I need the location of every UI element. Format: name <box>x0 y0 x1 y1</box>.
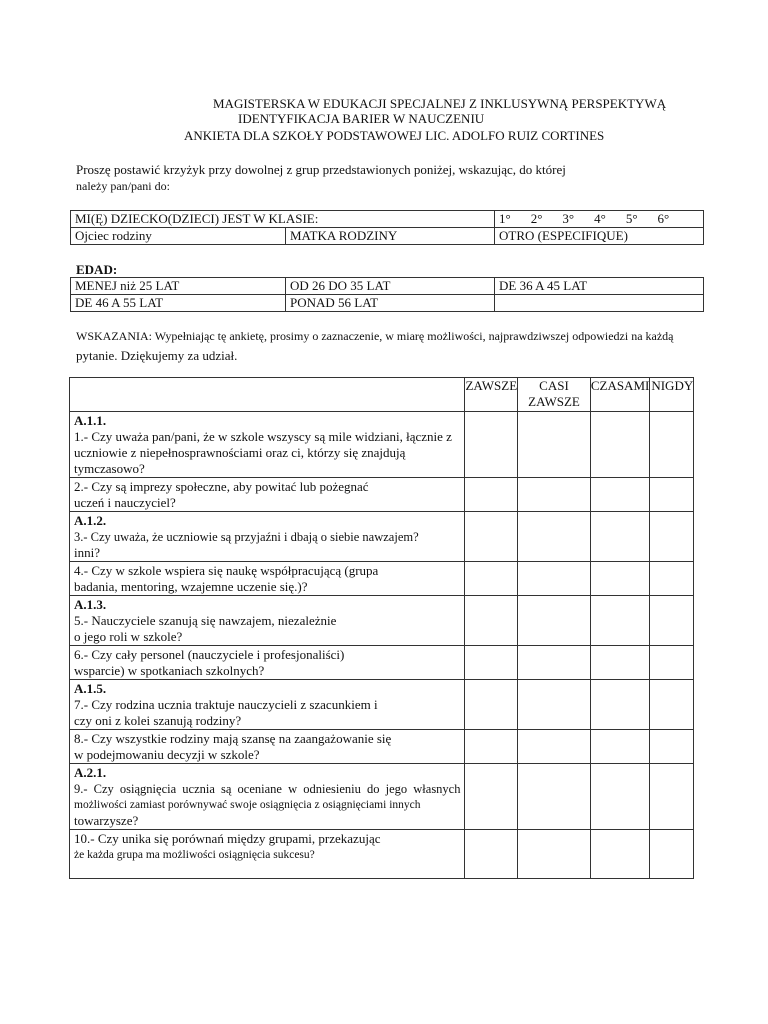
answer-cell[interactable] <box>465 562 518 596</box>
questionnaire-table <box>69 377 694 879</box>
grade-4[interactable]: 4° <box>594 211 606 226</box>
answer-cell[interactable] <box>465 764 518 830</box>
question-line: że każda grupa ma możliwości osiągnięcia sukcesu? <box>74 849 315 861</box>
question-text <box>70 412 465 478</box>
answer-cell[interactable] <box>650 730 694 764</box>
option-father[interactable]: Ojciec rodziny <box>71 228 286 245</box>
question-row <box>70 512 694 562</box>
question-text <box>70 512 465 562</box>
answer-cell[interactable] <box>650 830 694 879</box>
header-line-2: IDENTYFIKACJA BARIER W NAUCZENIU <box>238 111 485 126</box>
section-label: A.1.5. <box>74 681 107 696</box>
question-line: badania, mentoring, wzajemne uczenie się.)? <box>74 579 308 594</box>
answer-cell[interactable] <box>590 730 650 764</box>
answer-cell[interactable] <box>650 412 694 478</box>
grade-options[interactable] <box>495 211 704 228</box>
age-option[interactable]: OD 26 DO 35 LAT <box>286 278 495 295</box>
question-line: 6.- Czy cały personel (nauczyciele i profesjonaliści) <box>74 647 345 662</box>
question-line: czy oni z kolei szanują rodziny? <box>74 713 242 728</box>
answer-cell[interactable] <box>518 596 591 646</box>
answer-cell[interactable] <box>518 412 591 478</box>
age-option[interactable]: DE 36 A 45 LAT <box>495 278 704 295</box>
answer-cell[interactable] <box>590 830 650 879</box>
question-line: 1.- Czy uważa pan/pani, że w szkole wszyscy są mile widziani, łącznie z <box>74 429 452 444</box>
question-line: 9.- Czy osiągnięcia ucznia są oceniane w odniesieniu do jego własnych <box>74 782 461 796</box>
section-label: A.1.1. <box>74 413 107 428</box>
col-casi-zawsze: CASI ZAWSZE <box>518 378 591 412</box>
instructions-line-2: pytanie. Dziękujemy za udział. <box>76 348 238 363</box>
question-line: uczeń i nauczyciel? <box>74 495 176 510</box>
instructions <box>76 327 674 365</box>
answer-cell[interactable] <box>650 478 694 512</box>
answer-cell[interactable] <box>650 646 694 680</box>
age-option-empty[interactable] <box>495 295 704 312</box>
header-line-1: MAGISTERSKA W EDUKACJI SPECJALNEJ Z INKLUSYWNĄ PERSPEKTYWĄ <box>213 96 667 111</box>
answer-cell[interactable] <box>518 562 591 596</box>
question-row <box>70 412 694 478</box>
answer-cell[interactable] <box>650 764 694 830</box>
answer-cell[interactable] <box>590 764 650 830</box>
section-label: A.2.1. <box>74 765 107 780</box>
question-line: uczniowie z niepełnosprawnościami oraz ci, którzy się znajdują <box>74 445 406 460</box>
question-text <box>70 478 465 512</box>
answer-cell[interactable] <box>650 512 694 562</box>
answer-cell[interactable] <box>590 646 650 680</box>
age-option[interactable]: DE 46 A 55 LAT <box>71 295 286 312</box>
answer-cell[interactable] <box>590 412 650 478</box>
grade-6[interactable]: 6° <box>657 211 670 226</box>
answer-cell[interactable] <box>518 764 591 830</box>
question-text <box>70 596 465 646</box>
question-line: 7.- Czy rodzina ucznia traktuje nauczycieli z szacunkiem i <box>74 697 378 712</box>
question-line: 2.- Czy są imprezy społeczne, aby powitać lub pożegnać <box>74 479 369 494</box>
question-text <box>70 680 465 730</box>
answer-cell[interactable] <box>465 596 518 646</box>
question-line: o jego roli w szkole? <box>74 629 183 644</box>
answer-cell[interactable] <box>518 680 591 730</box>
question-line: tymczasowo? <box>74 461 145 476</box>
question-line: inni? <box>74 545 100 560</box>
question-row <box>70 596 694 646</box>
question-line: 8.- Czy wszystkie rodziny mają szansę na zaangażowanie się <box>74 731 392 746</box>
answer-cell[interactable] <box>590 478 650 512</box>
grade-3[interactable]: 3° <box>562 211 575 226</box>
answer-cell[interactable] <box>590 596 650 646</box>
question-text <box>70 764 465 830</box>
answer-cell[interactable] <box>518 478 591 512</box>
instructions-line-1: WSKAZANIA: Wypełniając tę ankietę, prosimy o zaznaczenie, w miarę możliwości, najprawdziwszej odpowiedzi na każdą <box>76 329 674 343</box>
answer-cell[interactable] <box>590 562 650 596</box>
col-czasami: CZASAMI <box>590 378 650 412</box>
grade-2[interactable]: 2° <box>530 211 543 226</box>
question-line: 10.- Czy unika się porównań między grupami, przekazując <box>74 831 381 846</box>
question-row <box>70 646 694 680</box>
header-line-3: ANKIETA DLA SZKOŁY PODSTAWOWEJ LIC. ADOLFO RUIZ CORTINES <box>184 128 605 143</box>
question-line: 4.- Czy w szkole wspiera się naukę współpracującą (grupa <box>74 563 379 578</box>
answer-cell[interactable] <box>590 680 650 730</box>
grade-1[interactable]: 1° <box>499 211 511 226</box>
intro-line-2: należy pan/pani do: <box>76 179 170 193</box>
group-table <box>70 210 704 245</box>
question-text <box>70 646 465 680</box>
question-row <box>70 562 694 596</box>
col-nigdy: NIGDY <box>650 378 694 412</box>
question-row <box>70 478 694 512</box>
question-line: 3.- Czy uważa, że uczniowie są przyjaźni i dbają o siebie nawzajem? <box>74 530 419 544</box>
answer-cell[interactable] <box>518 730 591 764</box>
class-label: MI(Ę) DZIECKO(DZIECI) JEST W KLASIE: <box>71 211 495 228</box>
answer-cell[interactable] <box>465 680 518 730</box>
question-line: w podejmowaniu decyzji w szkole? <box>74 747 260 762</box>
age-option[interactable]: MENEJ niż 25 LAT <box>71 278 286 295</box>
option-mother[interactable]: MATKA RODZINY <box>286 228 495 245</box>
question-text <box>70 730 465 764</box>
edad-label: EDAD: <box>76 262 118 277</box>
question-line: towarzysze? <box>74 813 139 828</box>
option-other[interactable]: OTRO (ESPECIFIQUE) <box>495 228 704 245</box>
question-line: możliwości zamiast porównywać swoje osiągnięcia z osiągnięciami innych <box>74 799 421 811</box>
answer-cell[interactable] <box>465 730 518 764</box>
question-text <box>70 562 465 596</box>
section-label: A.1.2. <box>74 513 107 528</box>
section-label: A.1.3. <box>74 597 107 612</box>
answer-cell[interactable] <box>518 512 591 562</box>
answer-cell[interactable] <box>650 562 694 596</box>
answer-cell[interactable] <box>518 830 591 879</box>
answer-cell[interactable] <box>650 680 694 730</box>
question-text <box>70 830 465 879</box>
answer-cell[interactable] <box>650 596 694 646</box>
answer-cell[interactable] <box>465 830 518 879</box>
answer-cell[interactable] <box>465 512 518 562</box>
answer-cell[interactable] <box>465 478 518 512</box>
answer-cell[interactable] <box>465 412 518 478</box>
answer-cell[interactable] <box>590 512 650 562</box>
intro-line-1: Proszę postawić krzyżyk przy dowolnej z grup przedstawionych poniżej, wskazując, do której <box>76 162 566 177</box>
age-table <box>70 277 704 312</box>
question-row <box>70 730 694 764</box>
answer-cell[interactable] <box>465 646 518 680</box>
question-row <box>70 680 694 730</box>
col-zawsze: ZAWSZE <box>465 378 518 412</box>
grade-5[interactable]: 5° <box>625 211 638 226</box>
answer-cell[interactable] <box>518 646 591 680</box>
question-line: wsparcie) w spotkaniach szkolnych? <box>74 663 265 678</box>
age-option[interactable]: PONAD 56 LAT <box>286 295 495 312</box>
question-header <box>70 378 465 412</box>
question-row <box>70 764 694 830</box>
question-row <box>70 830 694 879</box>
question-line: 5.- Nauczyciele szanują się nawzajem, niezależnie <box>74 613 337 628</box>
